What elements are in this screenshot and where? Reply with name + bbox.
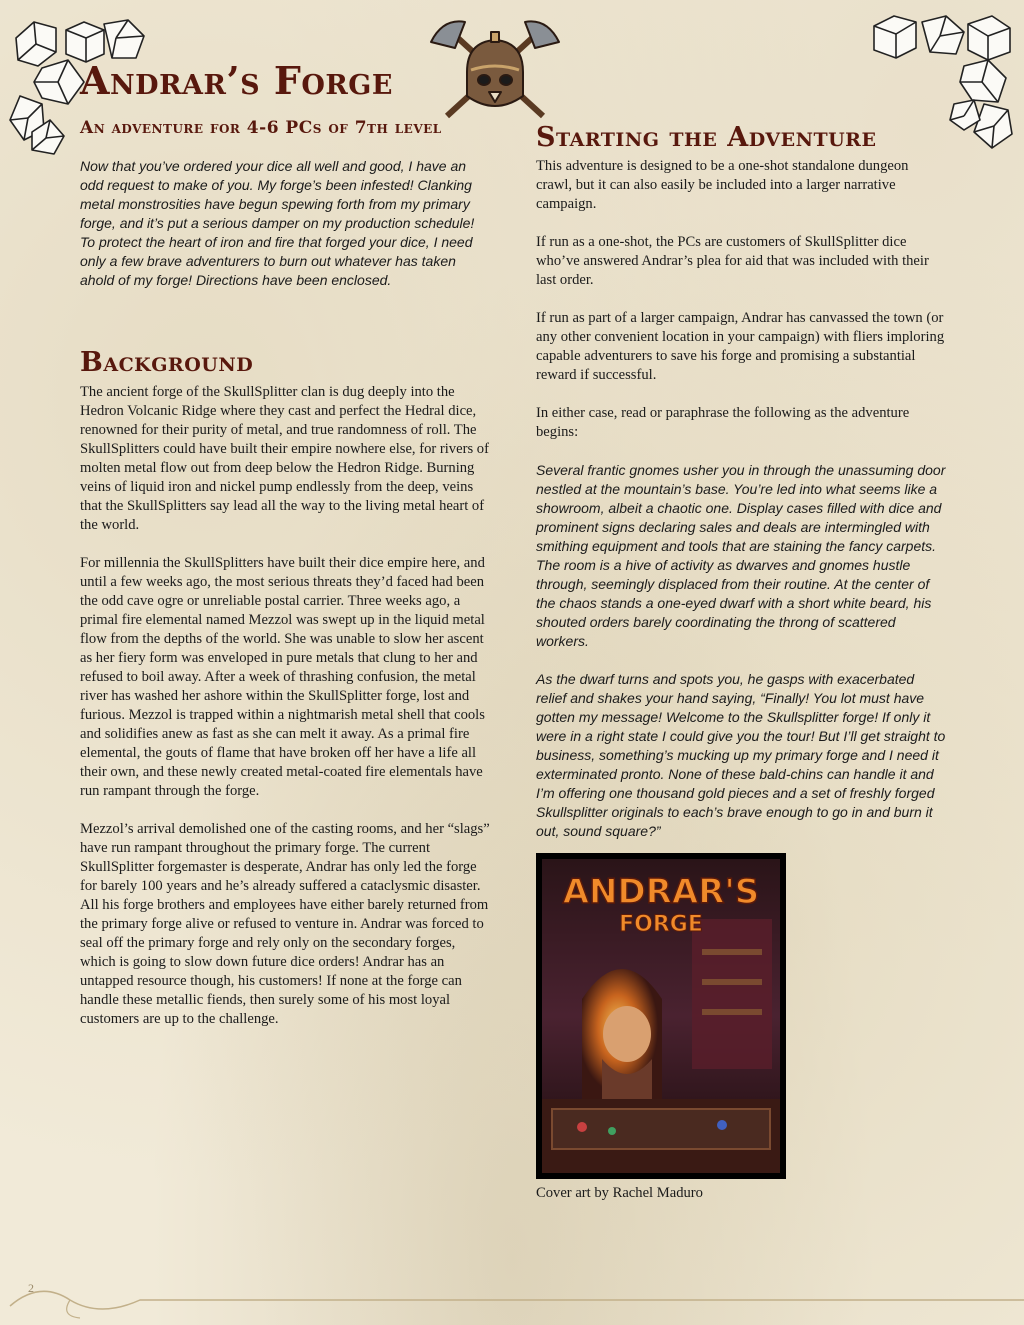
cover-art-image (536, 853, 786, 1179)
cover-illustration (542, 859, 780, 1173)
read-aloud-text: Several frantic gnomes usher you in through the unassuming door nestled at the mountain’s base. You’re led into what seems like a showroom, albeit a chaotic one. Display cases filled with dice and prominent signs declaring sales and deals are intermingled with smithing equipment and tools that are staining the fancy carpets. The room is a hive of activity as dwarves and gnomes hustle through, seemingly displaced from their routine. At the center of the chaos stands a one-eyed dwarf with a short white beard, his shouted orders barely coordinating the throng of scattered workers. (536, 462, 946, 649)
read-aloud-text: As the dwarf turns and spots you, he gasps with exacerbated relief and shakes your hand saying, “Finally! You lot must have gotten my message! Welcome to the Skullsplitter forge! If only it were in a right state I could give you the tour! But I’ll get straight to business, something’s mucking up my primary forge and I need it exterminated pronto. None of these bald-chins can handle it and I’m offering one thousand gold pieces and a set of freshly forged Skullsplitter originals to each’s brave enough to go in and burn it out, sound square?” (536, 671, 946, 839)
page-number: 2 (28, 1281, 34, 1295)
cover-title: ANDRAR'S (562, 872, 760, 912)
background-paragraph: The ancient forge of the SkullSplitter clan is dug deeply into the Hedron Volcanic Ridge where they cast and perfect the Hedral dice, renowned for their purity of metal, and true randomness of roll. The SkullSplitters could have built their empire nowhere else, for rivers of molten metal flow out from deep below the Hedron Ridge. Burning veins of liquid iron and nickel pump endlessly from the deep, veins that the SkullSplitters say lead all the way to the living metal heart of the world. (80, 384, 489, 533)
background-paragraph: Mezzol’s arrival demolished one of the casting rooms, and her “slags” have run rampant throughout the primary forge. The current SkullSplitter forgemaster is desperate, Andrar has only led the forge for barely 100 years and he’s already suffered a cataclysmic disaster. All his forge brothers and employees have either barely returned from the primary forge alive or refused to venture in. Andrar was forced to seal off the primary forge and rely only on the secondary forges, which is going to slow down future dice orders! Andrar has an untapped resource though, his customers! If none at the forge can handle these metallic fiends, then surely some of his most loyal customers are up to the challenge. (80, 821, 490, 1027)
starting-paragraph: This adventure is designed to be a one-shot standalone dungeon crawl, but it can also easily be included into a larger narrative campaign. (536, 158, 909, 212)
page-subtitle: An adventure for 4-6 PCs of 7th level (80, 118, 442, 138)
footer-ornament (0, 1270, 1024, 1325)
starting-paragraph: If run as a one-shot, the PCs are customers of SkullSplitter dice who’ve answered Andrar’s plea for aid that was included with their last order. (536, 234, 929, 288)
background-section (80, 383, 492, 1048)
background-heading: Background (80, 347, 254, 378)
background-paragraph: For millennia the SkullSplitters have built their dice empire here, and until a few weeks ago, the most serious threats they’d faced had been the odd cave ogre or unreliable postal carrier. Three weeks ago, a primal fire elemental named Mezzol was swept up in the liquid metal flow from the depths of the world. She was unable to slow her ascent as her fiery form was enveloped in pure metals that clung to her and refused to boil away. After a week of thrashing confusion, the metal river has washed her ashore within the SkullSplitter forge, lost and furious. Mezzol is trapped within a nightmarish metal shell that cools and solidifies anew as fast as she can melt it away. As a primal fire elemental, the gouts of flame that have broken off her have a life all their own, and these newly created metal-coated fire elementals have run rampant through the forge. (80, 555, 485, 799)
starting-paragraph: If run as part of a larger campaign, Andrar has canvassed the town (or any other convenient location in your campaign) with fliers imploring capable adventurers to save his forge and promising a substantial reward if successful. (536, 310, 945, 383)
dice-cluster-icon (868, 8, 1018, 158)
starting-heading: Starting the Adventure (536, 122, 877, 153)
page-title: Andrar’s Forge (80, 58, 393, 103)
starting-paragraph: In either case, read or paraphrase the following as the adventure begins: (536, 405, 910, 440)
starting-section (536, 157, 948, 860)
cover-subtitle: FORGE (619, 912, 703, 937)
helmet-axes-icon (425, 12, 565, 130)
intro-text: Now that you’ve ordered your dice all well and good, I have an odd request to make of you. My forge’s been infested! Clanking metal monstrosities have begun spewing forth from my primary forge, and it’s put a serious damper on my production schedule! To protect the heart of iron and fire that forged your dice, I need only a few brave adventurers to burn out whatever has taken ahold of my forge! Directions have been enclosed. (80, 158, 475, 288)
cover-caption: Cover art by Rachel Maduro (536, 1185, 703, 1201)
